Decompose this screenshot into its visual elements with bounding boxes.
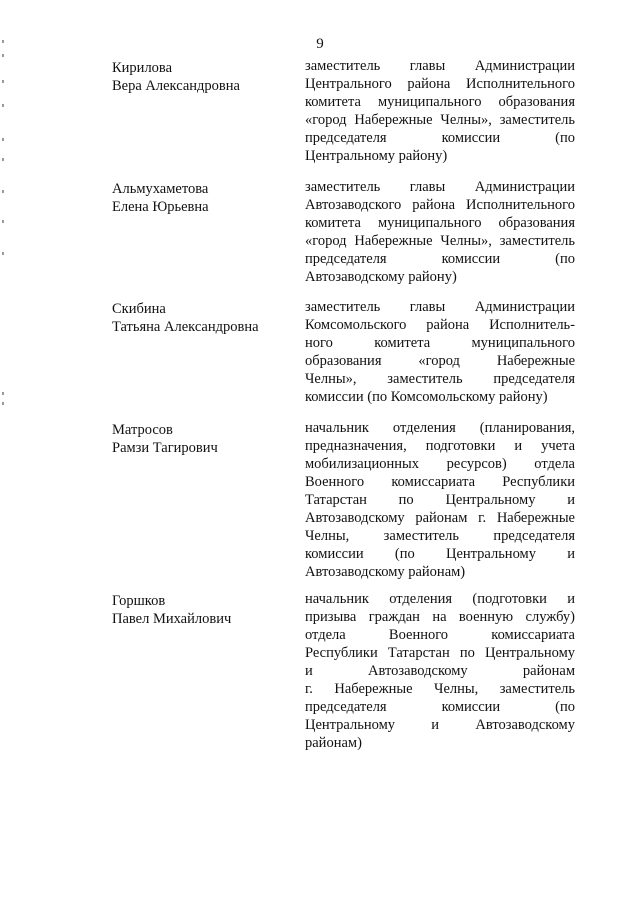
position-text-line: Челны», заместитель председателя xyxy=(305,371,575,387)
scan-margin-marks xyxy=(2,40,6,460)
position-text-line: комитета муниципального образования xyxy=(305,94,575,110)
position-text-line: районам) xyxy=(305,735,362,751)
member-given-names: Рамзи Тагирович xyxy=(112,440,218,456)
position-text-line: заместитель главы Администрации xyxy=(305,299,575,315)
position-text-line: Центральному и Автозаводскому xyxy=(305,717,575,733)
position-text-line: комиссии (по Центральному и xyxy=(305,546,575,562)
position-text-line: мобилизационных ресурсов) отдела xyxy=(305,456,575,472)
member-surname: Горшков xyxy=(112,593,166,609)
position-text-line: начальник отделения (планирования, xyxy=(305,420,575,436)
member-given-names: Татьяна Александровна xyxy=(112,319,259,335)
member-name xyxy=(112,592,302,628)
position-text-line: «город Набережные Челны», заместитель xyxy=(305,112,575,128)
position-text-line: Автозаводскому районам) xyxy=(305,564,466,580)
member-name xyxy=(112,421,302,457)
position-text-line: комиссии (по Комсомольскому району) xyxy=(305,389,548,405)
position-text-line: предназначения, подготовки и учета xyxy=(305,438,575,454)
position-text-line: Автозаводского района Исполнительного xyxy=(305,197,575,213)
member-name xyxy=(112,300,302,336)
position-text-line: Татарстан по Центральному и xyxy=(305,492,575,508)
position-text-line: призыва граждан на военную службу) xyxy=(305,609,575,625)
member-position xyxy=(305,57,575,165)
position-text-line: Челны, заместитель председателя xyxy=(305,528,575,544)
position-text-line: Автозаводскому району) xyxy=(305,269,457,285)
position-text-line: председателя комиссии (по xyxy=(305,699,575,715)
member-position xyxy=(305,590,575,752)
position-text-line: заместитель главы Администрации xyxy=(305,58,575,74)
position-text-line: Военного комиссариата Республики xyxy=(305,474,575,490)
member-surname: Скибина xyxy=(112,301,166,317)
position-text-line: ного комитета муниципального xyxy=(305,335,575,351)
position-text-line: начальник отделения (подготовки и xyxy=(305,591,575,607)
member-name xyxy=(112,59,302,95)
position-text-line: отдела Военного комиссариата xyxy=(305,627,575,643)
member-position xyxy=(305,419,575,581)
position-text-line: Центрального района Исполнительного xyxy=(305,76,575,92)
position-text-line: образования «город Набережные xyxy=(305,353,575,369)
member-surname: Альмухаметова xyxy=(112,181,209,197)
position-text-line: Республики Татарстан по Центральному xyxy=(305,645,575,661)
member-name xyxy=(112,180,302,216)
position-text-line: Комсомольского района Исполнитель- xyxy=(305,317,575,333)
member-surname: Кирилова xyxy=(112,60,173,76)
position-text-line: заместитель главы Администрации xyxy=(305,179,575,195)
member-position xyxy=(305,298,575,406)
member-given-names: Вера Александровна xyxy=(112,78,240,94)
position-text-line: г. Набережные Челны, заместитель xyxy=(305,681,575,697)
position-text-line: «город Набережные Челны», заместитель xyxy=(305,233,575,249)
member-given-names: Павел Михайлович xyxy=(112,611,232,627)
position-text-line: и Автозаводскому районам xyxy=(305,663,575,679)
member-position xyxy=(305,178,575,286)
position-text-line: председателя комиссии (по xyxy=(305,251,575,267)
member-given-names: Елена Юрьевна xyxy=(112,199,209,215)
member-surname: Матросов xyxy=(112,422,173,438)
position-text-line: комитета муниципального образования xyxy=(305,215,575,231)
position-text-line: председателя комиссии (по xyxy=(305,130,575,146)
position-text-line: Автозаводскому районам г. Набережные xyxy=(305,510,575,526)
page-number: 9 xyxy=(316,36,324,52)
position-text-line: Центральному району) xyxy=(305,148,448,164)
